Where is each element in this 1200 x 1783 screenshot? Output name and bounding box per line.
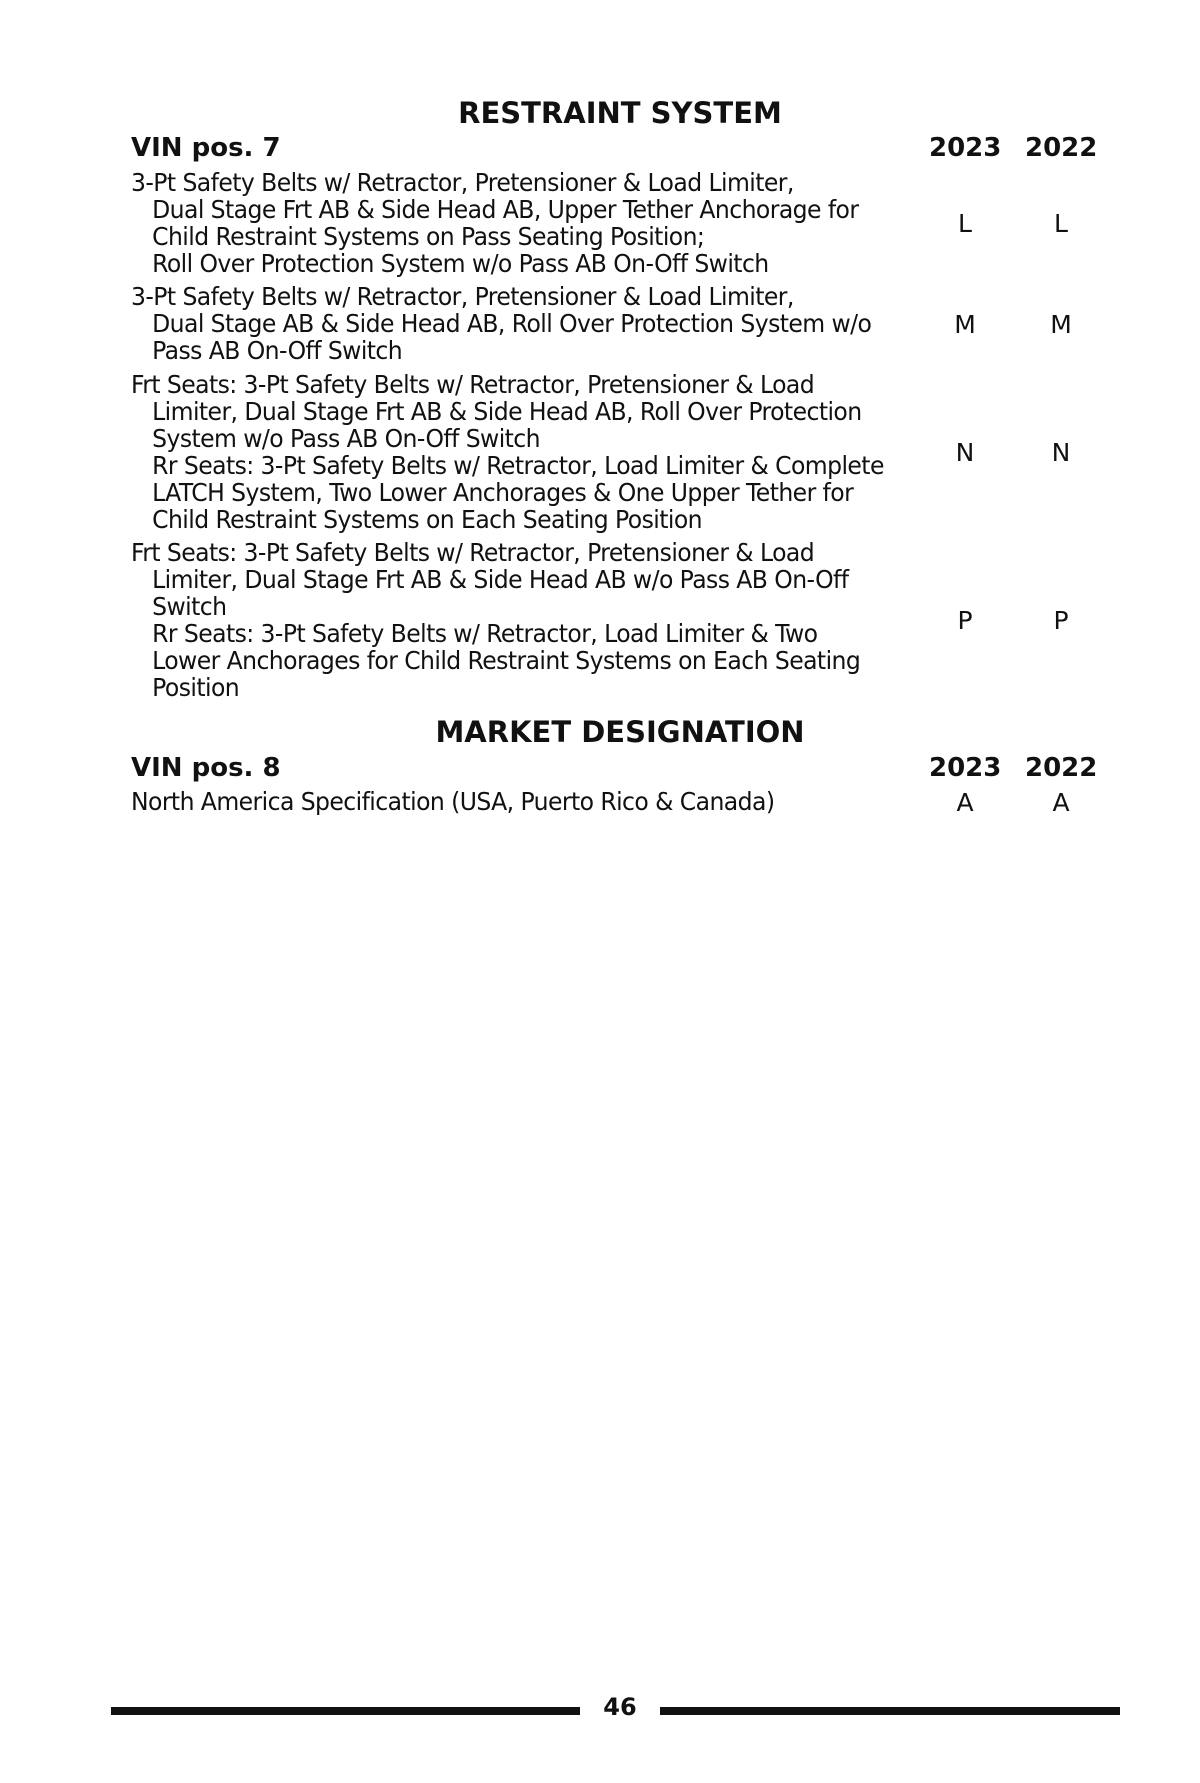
description-line: Dual Stage Frt AB & Side Head AB, Upper Tether Anchorage for — [152, 195, 859, 224]
page-number: 46 — [603, 1693, 637, 1721]
market-row-a-code-2023: A — [956, 788, 974, 817]
vin-pos-8-label: VIN pos. 8 — [131, 753, 281, 783]
restraint-row-l-description — [131, 169, 880, 277]
market-row-a-code-2022: A — [1052, 788, 1070, 817]
restraint-row-n-code-2022: N — [1051, 438, 1071, 467]
description-line: North America Specification (USA, Puerto Rico & Canada) — [131, 787, 775, 816]
restraint-row-p-code-2023: P — [957, 606, 973, 635]
footer-rule-left — [111, 1707, 580, 1715]
market-row-a-description — [131, 788, 880, 815]
footer-rule-right — [660, 1707, 1120, 1715]
restraint-row-p-code-2022: P — [1053, 606, 1069, 635]
description-line: LATCH System, Two Lower Anchorages & One Upper Tether for — [152, 478, 854, 507]
restraint-year-2023-header: 2023 — [929, 133, 1002, 163]
description-line: Roll Over Protection System w/o Pass AB On-Off Switch — [152, 249, 769, 278]
description-line: Limiter, Dual Stage Frt AB & Side Head AB w/o Pass AB On-Off — [152, 565, 849, 594]
restraint-system-title: RESTRAINT SYSTEM — [458, 96, 782, 130]
market-year-2023-header: 2023 — [929, 753, 1002, 783]
description-line: Frt Seats: 3-Pt Safety Belts w/ Retractor, Pretensioner & Load — [131, 370, 815, 399]
restraint-row-n-description — [131, 370, 884, 534]
restraint-row-l-code-2023: L — [958, 209, 972, 238]
description-line: Limiter, Dual Stage Frt AB & Side Head AB, Roll Over Protection — [152, 397, 862, 426]
market-year-2022-header: 2022 — [1025, 753, 1098, 783]
restraint-row-p-description — [131, 539, 880, 701]
description-line: Dual Stage AB & Side Head AB, Roll Over Protection System w/o — [152, 309, 872, 338]
description-line: Rr Seats: 3-Pt Safety Belts w/ Retractor, Load Limiter & Complete — [152, 451, 884, 480]
restraint-row-m-code-2023: M — [954, 310, 976, 339]
description-line: 3-Pt Safety Belts w/ Retractor, Pretensioner & Load Limiter, — [131, 168, 794, 197]
restraint-row-n-code-2023: N — [955, 438, 975, 467]
restraint-row-m-description — [131, 283, 880, 364]
description-line: Rr Seats: 3-Pt Safety Belts w/ Retractor, Load Limiter & Two — [152, 619, 818, 648]
description-line: 3-Pt Safety Belts w/ Retractor, Pretensioner & Load Limiter, — [131, 282, 794, 311]
restraint-row-l-code-2022: L — [1054, 209, 1068, 238]
description-line: System w/o Pass AB On-Off Switch — [152, 424, 541, 453]
description-line: Frt Seats: 3-Pt Safety Belts w/ Retractor, Pretensioner & Load — [131, 538, 815, 567]
restraint-year-2022-header: 2022 — [1025, 133, 1098, 163]
description-line: Child Restraint Systems on Pass Seating Position; — [152, 222, 705, 251]
description-line: Child Restraint Systems on Each Seating Position — [152, 505, 702, 534]
description-line: Switch — [152, 592, 227, 621]
restraint-row-m-code-2022: M — [1050, 310, 1072, 339]
vin-pos-7-label: VIN pos. 7 — [131, 133, 281, 163]
description-line: Position — [152, 673, 240, 702]
market-designation-title: MARKET DESIGNATION — [435, 715, 805, 749]
description-line: Pass AB On-Off Switch — [152, 336, 403, 365]
description-line: Lower Anchorages for Child Restraint Systems on Each Seating — [152, 646, 861, 675]
